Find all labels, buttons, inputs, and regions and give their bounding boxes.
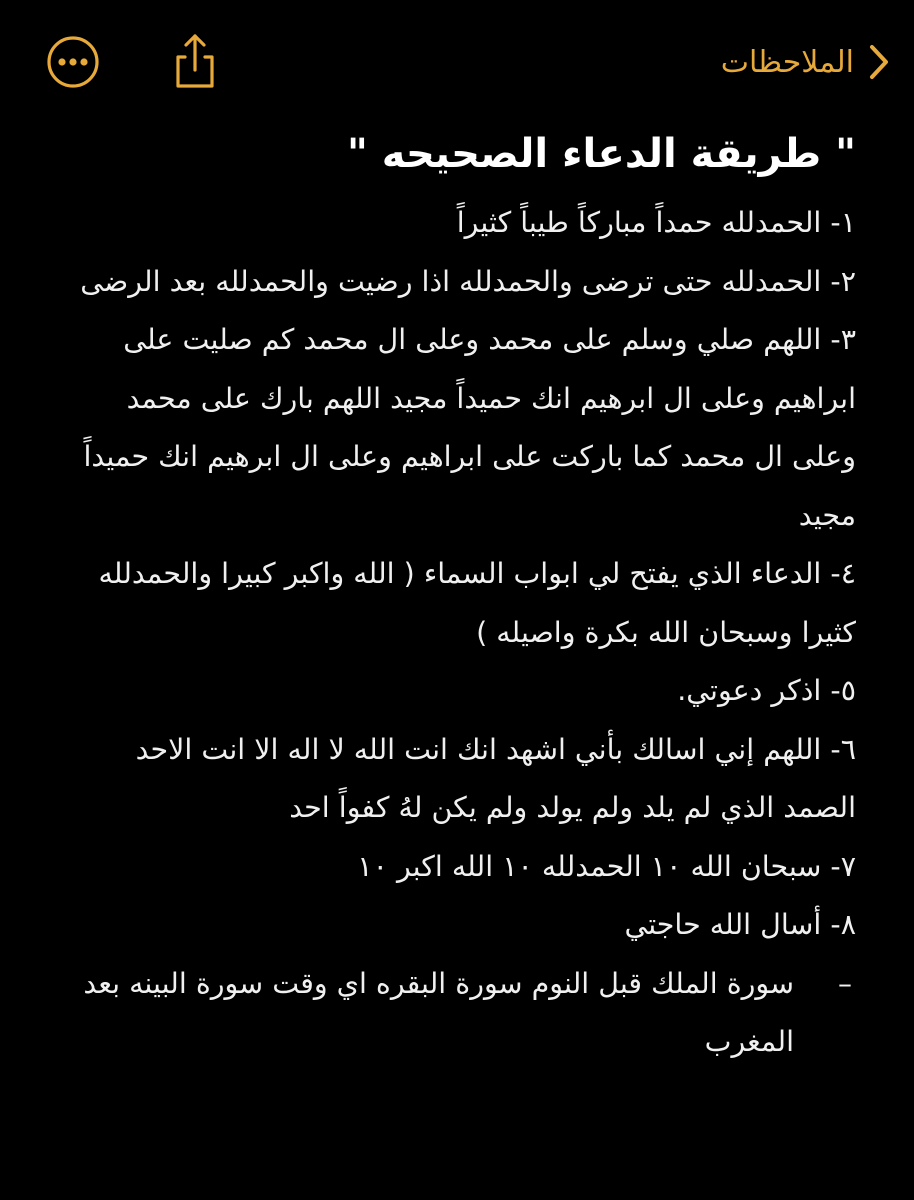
bullet-item <box>56 955 852 1072</box>
back-button-label: الملاحظات <box>720 44 854 80</box>
share-button[interactable] <box>168 30 222 90</box>
chevron-left-icon <box>864 42 894 82</box>
ellipsis-circle-icon <box>46 74 100 93</box>
share-icon <box>168 75 222 94</box>
navigation-bar <box>0 30 914 94</box>
note-line: ٢- الحمدلله حتى ترضى والحمدلله اذا رضيت والحمدلله بعد الرضى <box>80 264 856 298</box>
more-button[interactable] <box>46 35 100 89</box>
note-line: ٦- اللهم إني اسالك بأني اشهد انك انت الله لا اله الا انت الاحد الصمد الذي لم يلد ولم يولد ولم يكن لهُ كفواً احد <box>135 732 856 824</box>
note-line: ١- الحمدلله حمداً مباركاً طيباً كثيراً <box>456 206 856 239</box>
bullet-dash: – <box>838 966 852 1000</box>
note-line: ٤- الدعاء الذي يفتح لي ابواب السماء ( الله واكبر كبيرا والحمدلله كثيرا وسبحان الله بكرة واصيله ) <box>98 557 856 649</box>
note-line: ٨- أسال الله حاجتي <box>624 908 856 941</box>
back-button[interactable] <box>721 30 894 94</box>
note-line: ٣- اللهم صلي وسلم على محمد وعلى ال محمد كم صليت على ابراهيم وعلى ال ابرهيم انك حميداً مجيد اللهم بارك على محمد وعلى ال محمد كما باركت على ابراهيم وعلى ال ابرهيم انك حميداً مجيد <box>83 323 856 532</box>
bullet-text: سورة الملك قبل النوم سورة البقره اي وقت سورة البينه بعد المغرب <box>83 966 794 1058</box>
note-line: ٧- سبحان الله ١٠ الحمدلله ١٠ الله اكبر ١٠ <box>357 849 856 883</box>
note-body[interactable] <box>56 118 856 1072</box>
note-line: ٥- اذكر دعوتي. <box>677 674 856 707</box>
note-title: " طريقة الدعاء الصحيحه " <box>346 131 856 177</box>
